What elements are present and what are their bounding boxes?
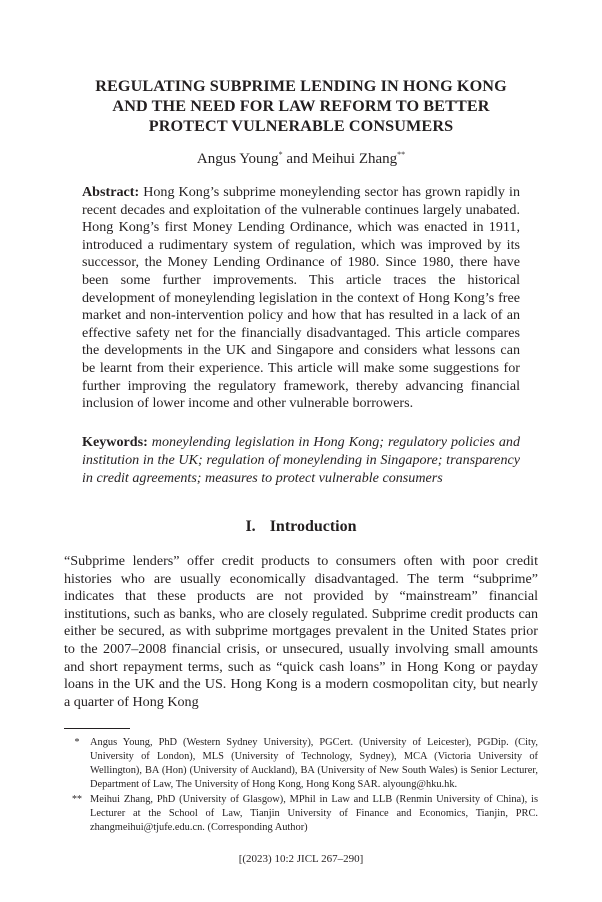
citation-folio: [(2023) 10:2 JICL 267–290]: [238, 853, 364, 865]
abstract-label: Abstract:: [82, 184, 140, 200]
footnotes: [64, 736, 538, 836]
footnote-mark: **: [72, 794, 82, 805]
author-name: Meihui Zhang: [311, 151, 398, 167]
keywords-text: moneylending legislation in Hong Kong; regulatory policies and institution in the UK; regulation of moneylending in Singapore; transparency in credit agreements; measures to protect vulnerable consumers: [82, 434, 520, 486]
section-number: I.: [245, 518, 256, 535]
section-heading: [60, 517, 542, 537]
body-paragraph: “Subprime lenders” offer credit products to consumers often with poor credit histories who are usually economically disadvantaged. The term “subprime” indicates that these products are not provided by “mainstream” financial institutions, such as banks, who are closely regulated. Subprime credit products can either be secured, as with subprime mortgages prevalent in the United States prior to the 2007–2008 financial crisis, or unsecured, usually involving small amounts and short repayment terms, such as “quick cash loans” in Hong Kong or payday loans in the UK and the US. Hong Kong is a modern cosmopolitan city, but nearly a quarter of Hong Kong: [64, 553, 538, 710]
keywords-label: Keywords:: [82, 434, 148, 450]
abstract-text: Hong Kong’s subprime moneylending sector has grown rapidly in recent decades and exploitation of the vulnerable continues largely unabated. Hong Kong’s first Money Lending Ordinance, which was enacted in 1911, introduced a rudimentary system of regulation, which was improved by its successor, the Money Lending Ordinance of 1980. Since 1980, there have been some further improvements. This article traces the historical development of moneylending legislation in the context of Hong Kong’s free market and non-intervention policy and how that has resulted in a lack of an effective safety net for the financially disadvantaged. This article compares the developments in the UK and Singapore and considers what lessons can be learnt from their experience. This article will make some suggestions for further improving the regulatory framework, thereby advancing financial inclusion of lower income and other vulnerable borrowers.: [82, 184, 520, 412]
footnote-text: Meihui Zhang, PhD (University of Glasgow), MPhil in Law and LLB (Renmin University of China), is Lecturer at the School of Law, Tianjin University of Finance and Economics, Tianjin, PRC. zhangmeihui@tjufe.edu.cn. (Corresponding Author): [90, 794, 538, 833]
footnote-text: Angus Young, PhD (Western Sydney University), PGCert. (University of Leicester), PGDip. (City, University of London), MLS (University of Technology, Sydney), MCA (Victoria University of Wellington), BA (Hon) (University of Auckland), BA (University of New South Wales) is Senior Lecturer, Department of Law, The University of Hong Kong, Hong Kong SAR. alyoung@hku.hk.: [90, 737, 538, 790]
keywords: [82, 433, 520, 487]
footnote-mark: *: [74, 737, 80, 748]
author-connector: and: [282, 151, 312, 167]
title-line: PROTECT VULNERABLE CONSUMERS: [148, 117, 454, 135]
title-line: AND THE NEED FOR LAW REFORM TO BETTER: [112, 97, 490, 115]
footnote-rule: [64, 728, 130, 729]
title-line: REGULATING SUBPRIME LENDING IN HONG KONG: [95, 77, 507, 95]
section-title: Introduction: [269, 518, 357, 535]
author-line: [60, 149, 542, 169]
footnote: [64, 793, 538, 835]
footnote: [64, 736, 538, 792]
footnote-marker: *: [278, 150, 283, 159]
abstract: [82, 184, 520, 413]
article-title: [60, 76, 542, 136]
footnote-marker: **: [397, 150, 406, 159]
author-name: Angus Young: [196, 151, 279, 167]
